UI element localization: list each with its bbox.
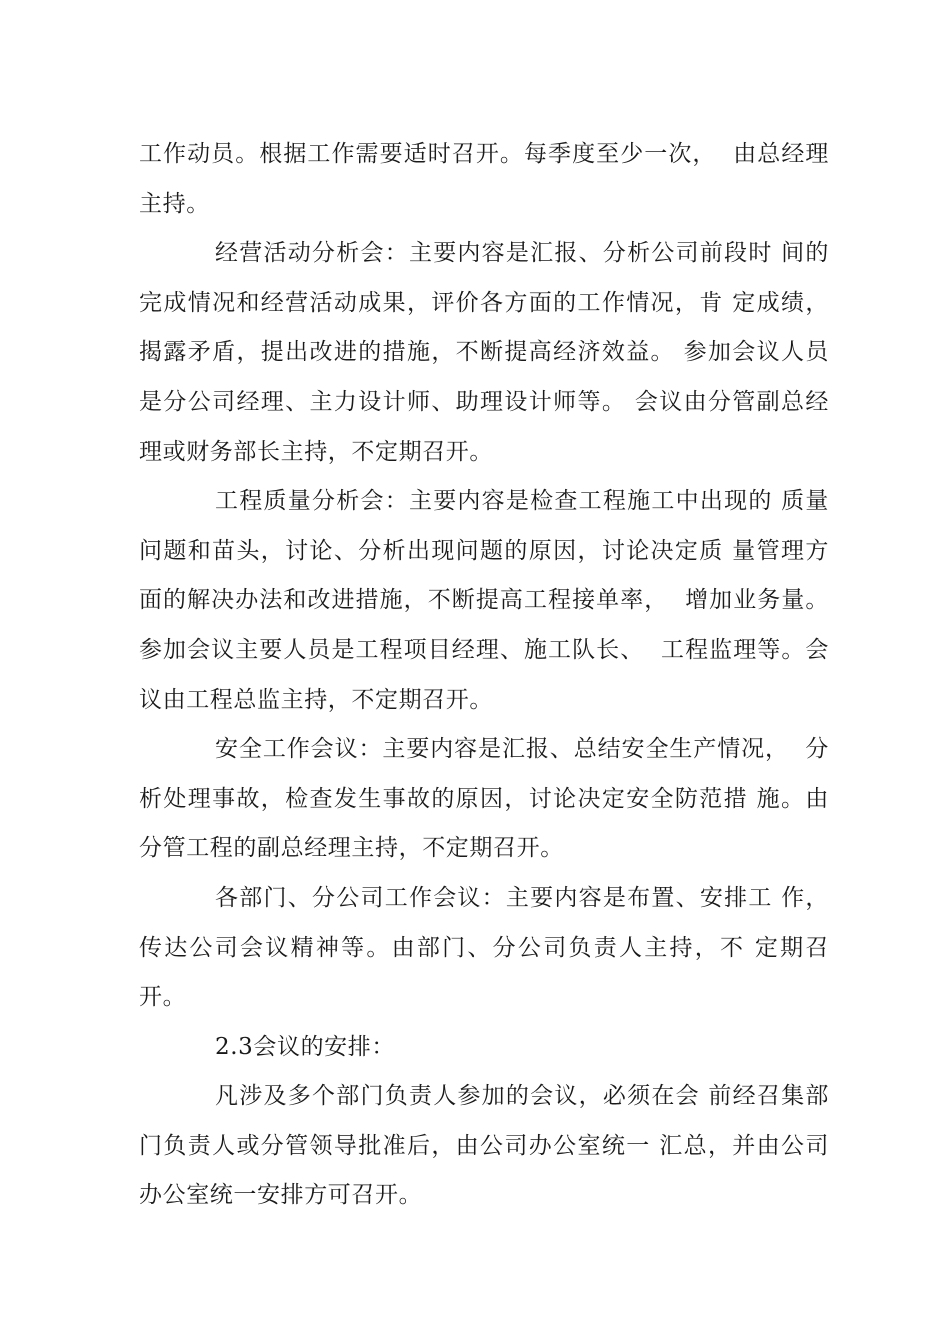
text-line: 完成情况和经营活动成果，评价各方面的工作情况，肯 定成绩， [139,289,829,316]
text-line: 开。 [139,984,187,1011]
text-line: 揭露矛盾，提出改进的措施，不断提高经济效益。 参加会议人员 [139,339,829,366]
text-line: 议由工程总监主持，不定期召开。 [139,686,493,713]
text-line: 理或财务部长主持，不定期召开。 [139,438,493,465]
text-line: 传达公司会议精神等。由部门、分公司负责人主持，不 定期召 [139,934,829,961]
text-line: 工程质量分析会：主要内容是检查工程施工中出现的 质量 [215,488,829,515]
document-body [139,130,829,1221]
text-line: 问题和苗头，讨论、分析出现问题的原因，讨论决定质 量管理方 [139,537,829,564]
text-line: 分管工程的副总经理主持，不定期召开。 [139,835,564,862]
text-line: 经营活动分析会：主要内容是汇报、分析公司前段时 间的 [215,240,829,267]
text-line: 是分公司经理、主力设计师、助理设计师等。 会议由分管副总经 [139,388,829,415]
text-line: 各部门、分公司工作会议：主要内容是布置、安排工 作， [215,884,829,911]
text-line: 2.3会议的安排： [215,1033,395,1060]
text-line: 安全工作会议：主要内容是汇报、总结安全生产情况， 分 [215,736,829,763]
text-line: 参加会议主要人员是工程项目经理、施工队长、 工程监理等。会 [139,636,829,663]
text-line: 工作动员。根据工作需要适时召开。每季度至少一次， 由总经理 [139,141,829,167]
text-line: 门负责人或分管领导批准后，由公司办公室统一 汇总，并由公司 [139,1132,829,1159]
text-line: 析处理事故，检查发生事故的原因，讨论决定安全防范措 施。由 [139,785,829,812]
text-line: 凡涉及多个部门负责人参加的会议，必须在会 前经召集部 [215,1083,829,1110]
text-line: 面的解决办法和改进措施，不断提高工程接单率， 增加业务量。 [139,587,829,614]
text-line: 主持。 [139,190,210,217]
text-line: 办公室统一安排方可召开。 [139,1182,423,1209]
